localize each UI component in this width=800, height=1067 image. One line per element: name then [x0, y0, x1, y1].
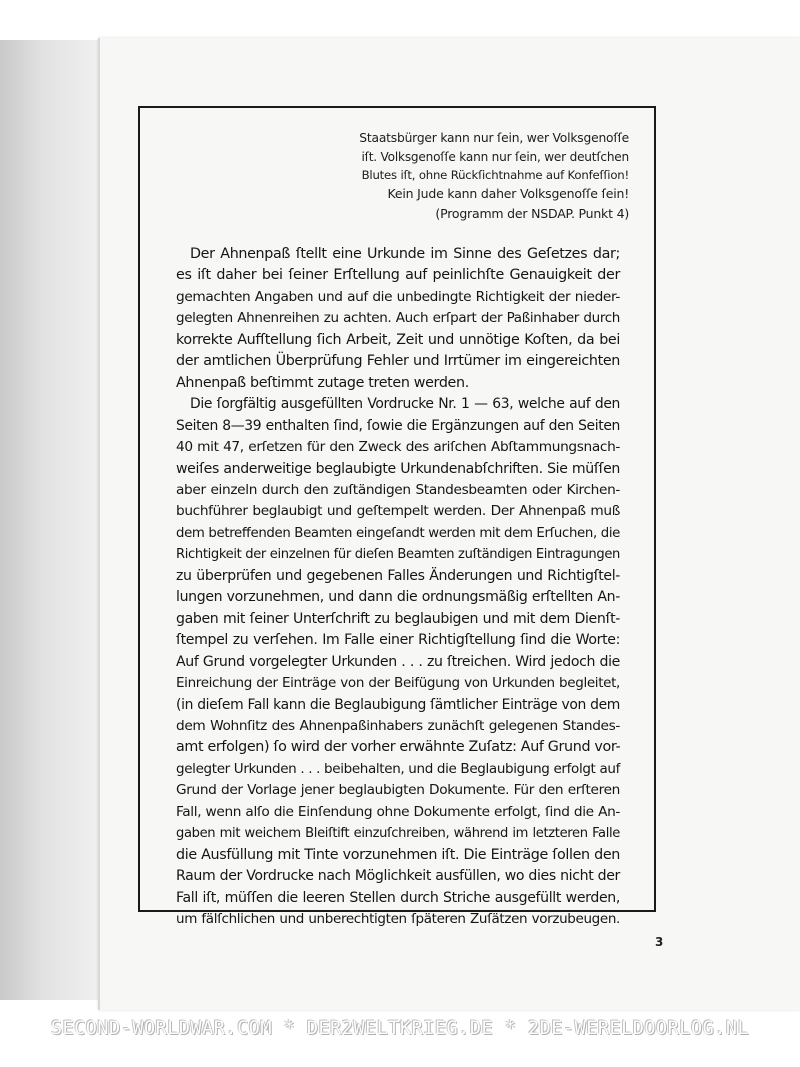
body-line: gaben mit weichem Bleiſtift einzuſchreiben, während im letzteren Falle: [176, 826, 620, 842]
body-line: korrekte Aufſtellung ſich Arbeit, Zeit und unnötige Koſten, da bei: [176, 331, 620, 348]
body-line: ſtempel zu verſehen. Im Falle einer Richtigſtellung ſind die Worte:: [176, 632, 620, 649]
body-line: Der Ahnenpaß ſtellt eine Urkunde im Sinne des Geſetzes dar;: [190, 246, 620, 262]
facing-page-edge: [0, 40, 110, 1000]
body-line: buchführer beglaubigt und geſtempelt werden. Der Ahnenpaß muß: [176, 503, 620, 520]
quote-line: Staatsbürger kann nur ſein, wer Volksgenoſſe: [359, 131, 629, 145]
body-line: dem Wohnſitz des Ahnenpaßinhabers zunächſt gelegenen Standes-: [176, 717, 620, 734]
body-line: Raum der Vordrucke nach Möglichkeit ausfüllen, wo dies nicht der: [176, 868, 620, 885]
body-line: Fall, wenn alſo die Einſendung ohne Dokumente erfolgt, ſind die An-: [176, 803, 620, 820]
body-line: gelegten Ahnenreihen zu achten. Auch erſpart der Paßinhaber durch: [176, 310, 620, 327]
body-line: die Ausfüllung mit Tinte vorzunehmen iſt. Die Einträge ſollen den: [176, 846, 620, 863]
epigraph-quote: [359, 129, 629, 224]
body-line: gelegter Urkunden . . . beibehalten, und die Beglaubigung erfolgt auf: [176, 760, 620, 777]
quote-line: Kein Jude kann daher Volksgenoſſe ſein!: [387, 185, 629, 201]
body-line: weiſes anderweitige beglaubigte Urkundenabſchriften. Sie müſſen: [176, 460, 620, 477]
body-line: gaben mit ſeiner Unterſchrift zu beglaubigen und mit dem Dienſt-: [176, 610, 620, 627]
body-line: Ahnenpaß beſtimmt zutage treten werden.: [176, 374, 469, 391]
quote-source: (Programm der NSDAP. Punkt 4): [435, 206, 629, 221]
body-line: dem betreffenden Beamten eingeſandt werden mit dem Erſuchen, die: [176, 525, 620, 541]
body-line: (in dieſem Fall kann die Beglaubigung ſämtlicher Einträge von dem: [176, 696, 620, 713]
body-line: Auf Grund vorgelegter Urkunden . . . zu ſtreichen. Wird jedoch die: [176, 653, 620, 670]
body-line: amt erfolgen) ſo wird der vorher erwähnte Zuſatz: Auf Grund vor-: [176, 739, 621, 756]
body-line: Die ſorgfältig ausgefüllten Vordrucke Nr. 1 — 63, welche auf den: [190, 396, 620, 413]
page-number: 3: [655, 935, 664, 949]
body-line: es iſt daher bei ſeiner Erſtellung auf peinlichſte Genauigkeit der: [176, 267, 620, 284]
body-line: der amtlichen Überprüfung Fehler und Irrtümer im eingereichten: [176, 353, 620, 370]
body-line: lungen vorzunehmen, und dann die ordnungsmäßig erſtellten An-: [176, 589, 620, 606]
body-line: Richtigkeit der einzelnen für dieſen Beamten zuſtändigen Eintragungen: [176, 547, 620, 563]
text-frame: [138, 106, 656, 928]
body-line: zu überprüfen und gegebenen Falles Änderungen und Richtigſtel-: [176, 567, 620, 584]
body-line: 40 mit 47, erſetzen für den Zweck des ariſchen Abſtammungsnach-: [176, 439, 620, 456]
body-line: Einreichung der Einträge von der Beifügung von Urkunden begleitet,: [176, 675, 620, 692]
quote-line: iſt. Volksgenoſſe kann nur ſein, wer deutſchen: [361, 149, 629, 164]
body-line: Grund der Vorlage jener beglaubigten Dokumente. Für den erſteren: [176, 782, 620, 799]
watermark: SECOND-WORLDWAR.COM * DER2WELTKRIEG.DE * 2DE-WERELDOORLOG.NL: [50, 1018, 750, 1039]
body-line: Fall iſt, müſſen die leeren Stellen durch Striche ausgefüllt werden,: [176, 889, 620, 906]
quote-line: Blutes iſt, ohne Rückſichtnahme auf Konfeſſion!: [361, 168, 629, 182]
body-line: um fälſchlichen und unberechtigten ſpäteren Zuſätzen vorzubeugen.: [176, 911, 620, 928]
body-line: gemachten Angaben und auf die unbedingte Richtigkeit der nieder-: [176, 288, 620, 305]
body-line: aber einzeln durch den zuſtändigen Standesbeamten oder Kirchen-: [176, 481, 620, 498]
body-text: [176, 244, 620, 931]
body-line: Seiten 8—39 enthalten ſind, ſowie die Ergänzungen auf den Seiten: [176, 417, 620, 434]
